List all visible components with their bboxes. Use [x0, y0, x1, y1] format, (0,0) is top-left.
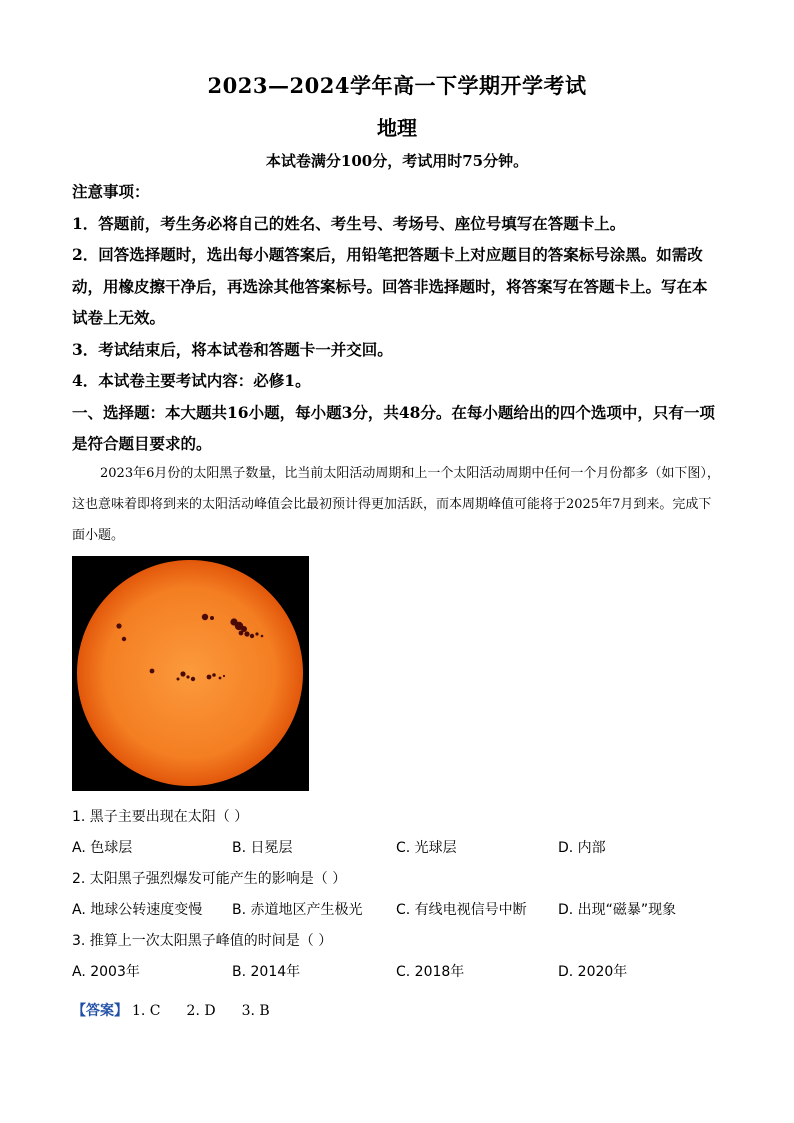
exam-info: 本试卷满分100分，考试用时75分钟。: [265, 152, 529, 170]
sun-disk: [77, 560, 303, 786]
question-list: [72, 802, 732, 988]
question-2-options: [72, 895, 732, 926]
question-3-stem: 3. 推算上一次太阳黑子峰值的时间是（ ）: [72, 933, 333, 949]
note-item-3: 3．考试结束后，将本试卷和答题卡一并交回。: [72, 339, 393, 359]
question-1-option-c: C. 光球层: [396, 840, 457, 856]
reading-passage: 2023年6月份的太阳黑子数量，比当前太阳活动周期和上一个太阳活动周期中任何一个月份都多（如下图），这也意味着即将到来的太阳活动峰值会比最初预计得更加活跃，而本周期峰值可能将于2025年7月到来。完成下面小题。: [72, 466, 720, 543]
question-2-option-c: C. 有线电视信号中断: [396, 902, 527, 918]
answer-1: 1. C: [132, 1003, 161, 1019]
question-2-option-d: D. 出现“磁暴”现象: [558, 902, 677, 918]
question-2-option-a: A. 地球公转速度变慢: [72, 902, 203, 918]
instructions-block: [72, 176, 722, 460]
exam-title: 2023—2024学年高一下学期开学考试: [207, 73, 587, 98]
question-1-options: [72, 833, 732, 864]
question-3-option-a: A. 2003年: [72, 964, 140, 980]
exam-subject: 地理: [377, 116, 417, 140]
notes-heading: 注意事项：: [72, 182, 150, 201]
question-1-option-d: D. 内部: [558, 840, 606, 856]
note-item-2: 2．回答选择题时，选出每小题答案后，用铅笔把答题卡上对应题目的答案标号涂黑。如需改动，用橡皮擦干净后，再选涂其他答案标号。回答非选择题时，将答案写在答题卡上。写在本试卷上无效。: [72, 245, 708, 327]
question-2-option-b: B. 赤道地区产生极光: [232, 902, 363, 918]
section-heading: 一、选择题：本大题共16小题，每小题3分，共48分。在每小题给出的四个选项中，只有一项是符合题目要求的。: [72, 402, 715, 453]
question-2-stem: 2. 太阳黑子强烈爆发可能产生的影响是（ ）: [72, 871, 347, 887]
question-3-option-c: C. 2018年: [396, 964, 465, 980]
answer-2: 2. D: [186, 1003, 216, 1019]
question-1-option-b: B. 日冕层: [232, 840, 293, 856]
answer-3: 3. B: [241, 1003, 270, 1019]
sun-sunspot-photo: [72, 556, 309, 791]
question-1-stem: 1. 黑子主要出现在太阳（ ）: [72, 809, 249, 825]
sun-image: [72, 556, 309, 791]
note-item-1: 1．答题前，考生务必将自己的姓名、考生号、考场号、座位号填写在答题卡上。: [72, 213, 626, 233]
question-3-option-b: B. 2014年: [232, 964, 301, 980]
question-1-option-a: A. 色球层: [72, 840, 133, 856]
answer-tag: 【答案】: [72, 1003, 128, 1019]
note-item-4: 4．本试卷主要考试内容：必修1。: [72, 371, 311, 390]
answer-line: [72, 1000, 292, 1020]
question-3-option-d: D. 2020年: [558, 964, 628, 980]
question-3-options: [72, 957, 732, 988]
